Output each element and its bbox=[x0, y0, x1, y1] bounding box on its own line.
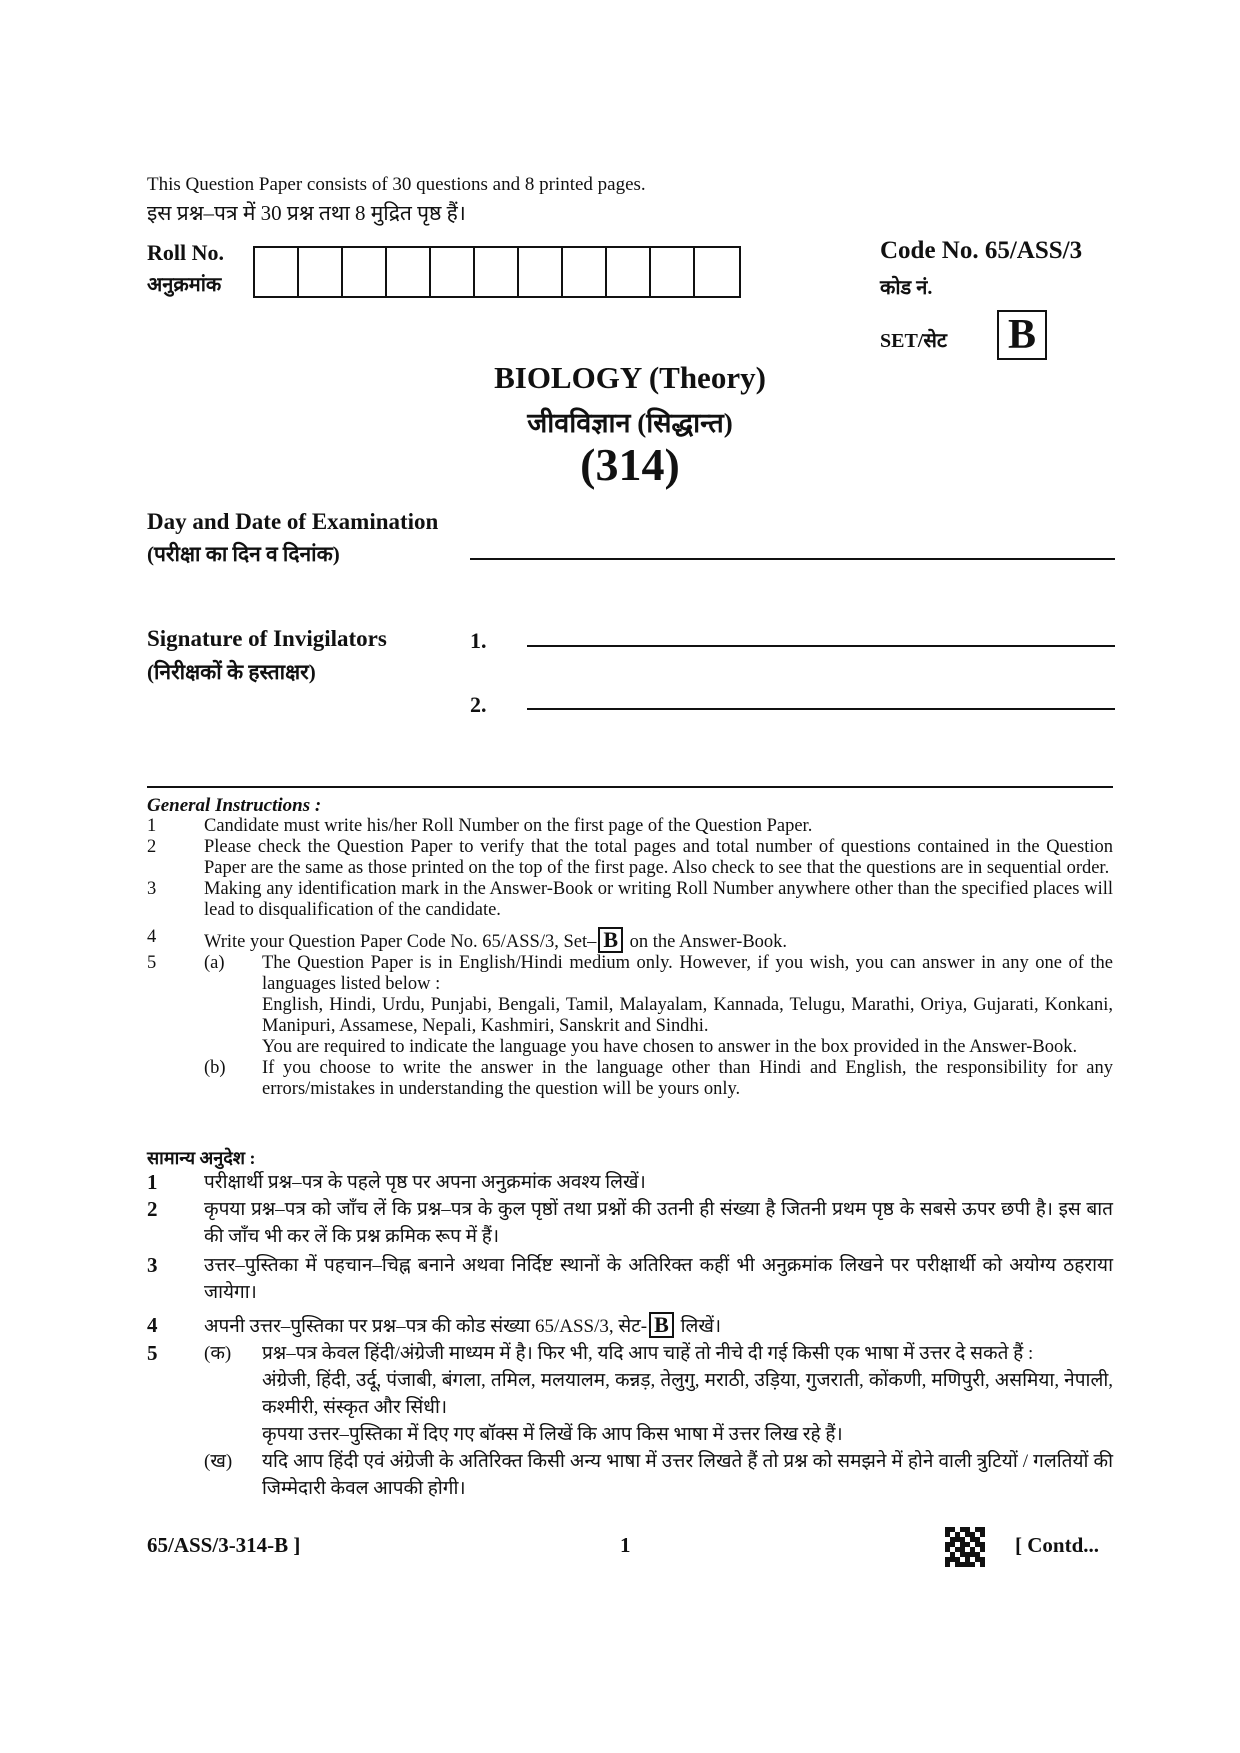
instruction-number: 1 bbox=[147, 816, 157, 836]
pages-info-english: This Question Paper consists of 30 questions and 8 printed pages. bbox=[147, 174, 646, 195]
roll-digit-box[interactable] bbox=[299, 248, 343, 296]
instruction-item bbox=[147, 953, 1113, 1058]
footer-paper-code: 65/ASS/3-314-B ] bbox=[147, 1533, 301, 1557]
invigilator-signature-label-hindi: (निरीक्षकों के हस्ताक्षर) bbox=[147, 660, 316, 684]
instruction-item bbox=[147, 837, 1113, 879]
roll-digit-box[interactable] bbox=[695, 248, 739, 296]
instruction-sub-label: (क) bbox=[204, 1343, 232, 1364]
roll-digit-box[interactable] bbox=[255, 248, 299, 296]
instruction-number: 4 bbox=[147, 1313, 158, 1337]
signature-number-2: 2. bbox=[470, 692, 487, 717]
instruction-sub-label: (b) bbox=[204, 1058, 226, 1078]
instruction-item bbox=[147, 1196, 1113, 1250]
instruction-text: कृपया उत्तर–पुस्तिका में दिए गए बॉक्स में लिखें कि आप किस भाषा में उत्तर लिख रहे हैं। bbox=[262, 1424, 843, 1445]
instruction-item bbox=[147, 1252, 1113, 1306]
instruction-number: 4 bbox=[147, 927, 157, 947]
roll-digit-box[interactable] bbox=[563, 248, 607, 296]
roll-number-label: Roll No. bbox=[147, 240, 224, 265]
instruction-text: Making any identification mark in the Answer-Book or writing Roll Number anywhere other than the specified places will lead to disqualification of the candidate. bbox=[204, 879, 1113, 920]
exam-date-field[interactable] bbox=[470, 558, 1115, 560]
instruction-item bbox=[147, 1448, 1113, 1502]
qr-code-icon bbox=[945, 1527, 985, 1567]
instruction-number: 3 bbox=[147, 1253, 158, 1277]
instruction-sub-label: (a) bbox=[204, 953, 225, 973]
instruction-number: 2 bbox=[147, 1197, 158, 1221]
instruction-text: कृपया प्रश्न–पत्र को जाँच लें कि प्रश्न–पत्र के कुल पृष्ठों तथा प्रश्नों की उतनी ही संख्या है जितनी प्रथम पृष्ठ के सबसे ऊपर छपी है। इस बात की जाँच भी कर लें कि प्रश्न क्रमिक रूप में हैं। bbox=[204, 1199, 1113, 1247]
instruction-number: 3 bbox=[147, 879, 157, 899]
instruction-sub-label: (ख) bbox=[204, 1451, 233, 1472]
set-label: SET/सेट bbox=[880, 330, 947, 352]
pages-info-hindi: इस प्रश्न–पत्र में 30 प्रश्न तथा 8 मुद्रित पृष्ठ हैं। bbox=[147, 201, 466, 225]
instruction-text: लिखें। bbox=[680, 1316, 722, 1337]
instruction-text: Write your Question Paper Code No. 65/ASS/3, Set– bbox=[204, 932, 597, 952]
instruction-number: 2 bbox=[147, 837, 157, 857]
instruction-text: प्रश्न–पत्र केवल हिंदी/अंग्रेजी माध्यम में है। फिर भी, यदि आप चाहें तो नीचे दी गई किसी एक भाषा में उत्तर दे सकते हैं : bbox=[262, 1343, 1034, 1364]
roll-digit-box[interactable] bbox=[475, 248, 519, 296]
roll-number-boxes[interactable] bbox=[253, 246, 741, 298]
set-inline-box: B bbox=[649, 1312, 674, 1338]
subject-title-hindi: जीवविज्ञान (सिद्धान्त) bbox=[527, 408, 733, 438]
set-inline-box: B bbox=[598, 927, 623, 953]
instruction-text: अपनी उत्तर–पुस्तिका पर प्रश्न–पत्र की कोड संख्या 65/ASS/3, सेट- bbox=[204, 1316, 648, 1337]
instruction-text: उत्तर–पुस्तिका में पहचान–चिह्न बनाने अथवा निर्दिष्ट स्थानों के अतिरिक्त कहीं भी अनुक्रमांक लिखने पर परीक्षार्थी को अयोग्य ठहराया जायेगा। bbox=[204, 1255, 1113, 1303]
subject-title: BIOLOGY (Theory) bbox=[494, 360, 766, 395]
roll-digit-box[interactable] bbox=[431, 248, 475, 296]
signature-field-2[interactable] bbox=[527, 708, 1115, 710]
instruction-item bbox=[147, 927, 1113, 953]
instruction-number: 5 bbox=[147, 1341, 158, 1365]
instruction-item bbox=[147, 1340, 1113, 1448]
code-number-label-hindi: कोड नं. bbox=[880, 277, 933, 299]
instruction-item bbox=[147, 879, 1113, 921]
continued-label: [ Contd... bbox=[1015, 1533, 1100, 1557]
instruction-text: परीक्षार्थी प्रश्न–पत्र के पहले पृष्ठ पर अपना अनुक्रमांक अवश्य लिखें। bbox=[204, 1172, 646, 1193]
subject-code: (314) bbox=[580, 439, 680, 490]
general-instructions-hindi bbox=[147, 1147, 1113, 1502]
exam-date-label: Day and Date of Examination bbox=[147, 509, 439, 534]
roll-digit-box[interactable] bbox=[387, 248, 431, 296]
instructions-heading-hindi: सामान्य अनुदेश : bbox=[147, 1148, 256, 1168]
instruction-text: on the Answer-Book. bbox=[629, 932, 788, 952]
roll-digit-box[interactable] bbox=[651, 248, 695, 296]
code-number: Code No. 65/ASS/3 bbox=[880, 237, 1083, 264]
instruction-number: 1 bbox=[147, 1170, 158, 1194]
signature-number-1: 1. bbox=[470, 628, 487, 653]
instruction-text: You are required to indicate the language you have chosen to answer in the box provided in the Answer-Book. bbox=[262, 1037, 1078, 1057]
exam-date-label-hindi: (परीक्षा का दिन व दिनांक) bbox=[147, 542, 340, 566]
page-number: 1 bbox=[620, 1533, 631, 1557]
roll-digit-box[interactable] bbox=[343, 248, 387, 296]
section-divider bbox=[147, 786, 1113, 788]
instruction-item bbox=[147, 816, 1113, 837]
roll-digit-box[interactable] bbox=[607, 248, 651, 296]
set-box: B bbox=[997, 310, 1047, 360]
instruction-text: Candidate must write his/her Roll Number on the first page of the Question Paper. bbox=[204, 816, 813, 836]
instruction-item bbox=[147, 1312, 1113, 1340]
instructions-heading: General Instructions : bbox=[147, 795, 322, 816]
roll-digit-box[interactable] bbox=[519, 248, 563, 296]
general-instructions-english bbox=[147, 795, 1113, 1100]
instruction-text: The Question Paper is in English/Hindi medium only. However, if you wish, you can answer in any one of the languages listed below : bbox=[262, 953, 1113, 994]
instruction-text: यदि आप हिंदी एवं अंग्रेजी के अतिरिक्त किसी अन्य भाषा में उत्तर लिखते हैं तो प्रश्न को समझने में होने वाली त्रुटियों / गलतियों की जिम्मेदारी केवल आपकी होगी। bbox=[262, 1451, 1113, 1499]
instruction-item bbox=[147, 1169, 1113, 1196]
instruction-number: 5 bbox=[147, 953, 157, 973]
language-list: अंग्रेजी, हिंदी, उर्दू, पंजाबी, बंगला, तमिल, मलयालम, कन्नड़, तेलुगु, मराठी, उड़िया, गुजराती, कोंकणी, मणिपुरी, असमिया, नेपाली, कश्मीरी, संस्कृत और सिंधी। bbox=[262, 1370, 1113, 1418]
instruction-text: If you choose to write the answer in the language other than Hindi and English, the responsibility for any errors/mistakes in understanding the question will be yours only. bbox=[262, 1058, 1113, 1099]
invigilator-signature-label: Signature of Invigilators bbox=[147, 626, 387, 651]
instruction-text: Please check the Question Paper to verify that the total pages and total number of questions contained in the Question Paper are the same as those printed on the top of the first page. Also check to see that the questions are in sequential order. bbox=[204, 837, 1113, 878]
language-list: English, Hindi, Urdu, Punjabi, Bengali, Tamil, Malayalam, Kannada, Telugu, Marathi, Oriya, Gujarati, Konkani, Manipuri, Assamese, Nepali, Kashmiri, Sanskrit and Sindhi. bbox=[262, 995, 1113, 1036]
roll-number-label-hindi: अनुक्रमांक bbox=[147, 274, 222, 296]
instruction-item bbox=[147, 1058, 1113, 1100]
signature-field-1[interactable] bbox=[527, 645, 1115, 647]
